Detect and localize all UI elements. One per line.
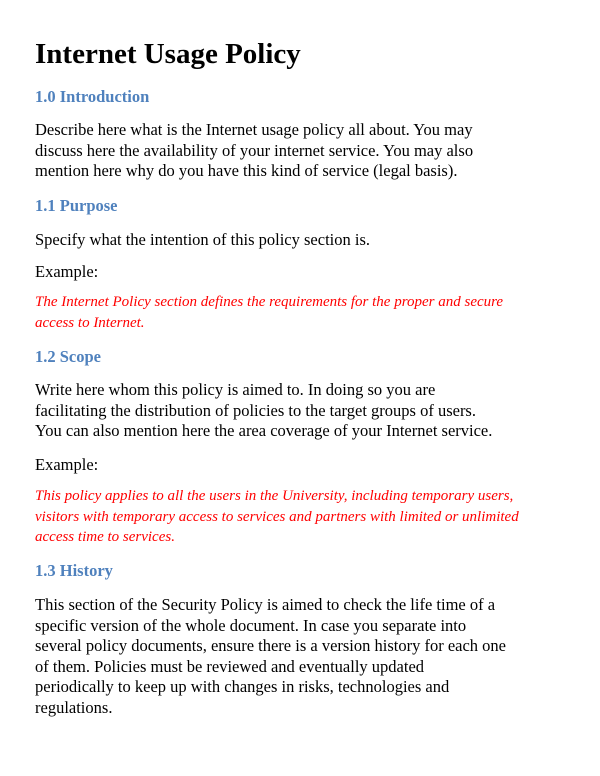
- scope-paragraph: [35, 380, 575, 442]
- example-line: visitors with temporary access to services and partners with limited or unlimited: [35, 508, 519, 525]
- text-line: periodically to keep up with changes in risks, technologies and: [35, 677, 450, 696]
- text-line: This section of the Security Policy is aimed to check the life time of a: [35, 595, 496, 614]
- section-heading-history: 1.3 History: [35, 561, 113, 580]
- text-line: discuss here the availability of your internet service. You may also: [35, 140, 474, 160]
- text-line: specific version of the whole document. In case you separate into: [35, 615, 467, 635]
- text-line: mention here why do you have this kind of service (legal basis).: [35, 161, 458, 180]
- introduction-paragraph: [35, 120, 575, 182]
- scope-example-label: [35, 455, 575, 476]
- text-line: Example:: [35, 455, 99, 474]
- text-line: regulations.: [35, 697, 113, 717]
- example-line: access to Internet.: [35, 314, 145, 331]
- example-line: access time to services.: [35, 529, 175, 545]
- text-line: Describe here what is the Internet usage policy all about. You may: [35, 120, 473, 139]
- text-line: several policy documents, ensure there is a version history for each one: [35, 636, 507, 655]
- example-line: The Internet Policy section defines the requirements for the proper and secure: [35, 294, 504, 310]
- purpose-paragraph: [35, 230, 575, 251]
- history-paragraph: [35, 595, 575, 718]
- text-line: Specify what the intention of this policy section is.: [35, 230, 370, 249]
- example-line: This policy applies to all the users in the University, including temporary users,: [35, 488, 514, 504]
- document-title: Internet Usage Policy: [35, 38, 301, 70]
- text-line: You can also mention here the area coverage of your Internet service.: [35, 421, 493, 440]
- section-heading-introduction: 1.0 Introduction: [35, 87, 150, 106]
- section-heading-purpose: 1.1 Purpose: [35, 196, 118, 215]
- section-heading-scope: 1.2 Scope: [35, 347, 101, 366]
- scope-example-text: [35, 486, 580, 548]
- text-line: of them. Policies must be reviewed and eventually updated: [35, 656, 425, 676]
- text-line: Write here whom this policy is aimed to. In doing so you are: [35, 380, 436, 399]
- purpose-example-text: [35, 292, 580, 333]
- text-line: Example:: [35, 262, 99, 281]
- text-line: facilitating the distribution of policies to the target groups of users.: [35, 400, 476, 420]
- purpose-example-label: [35, 262, 575, 283]
